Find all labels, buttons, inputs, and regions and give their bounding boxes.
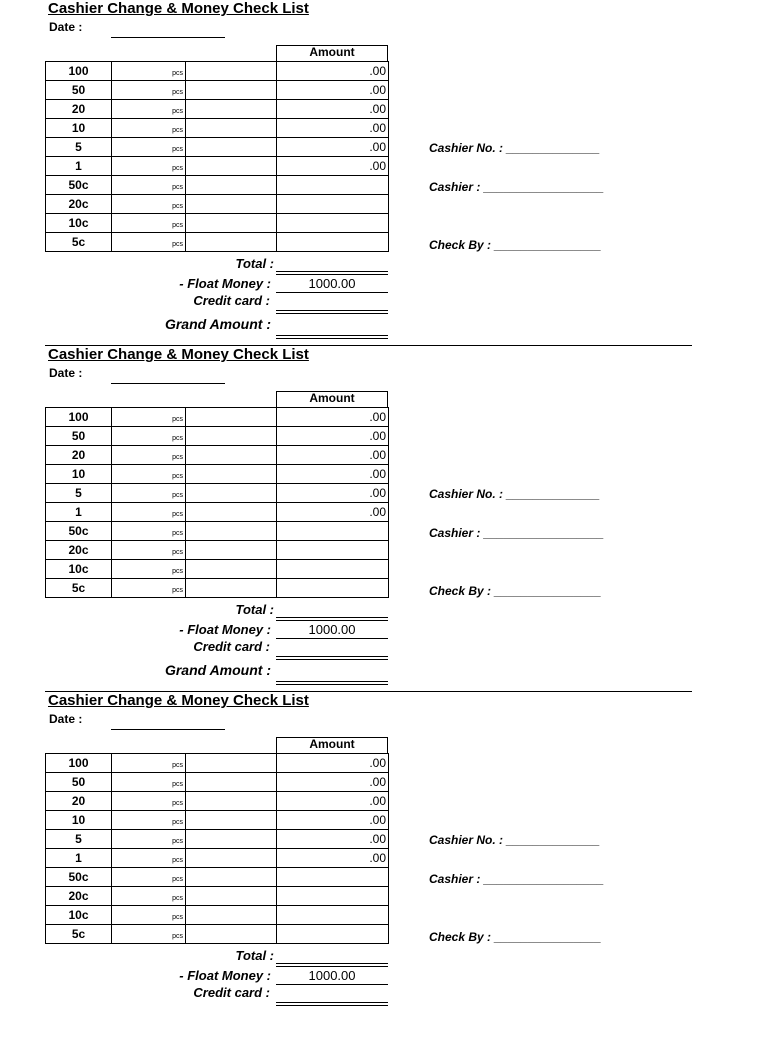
grand-amount-double-line (276, 338, 388, 339)
amount-cell[interactable] (277, 906, 389, 925)
denomination-row (46, 773, 389, 792)
pcs-label: pcs (112, 522, 186, 541)
denomination-row (46, 754, 389, 773)
denomination-label: 100 (46, 408, 112, 427)
denomination-label: 5 (46, 138, 112, 157)
amount-cell[interactable]: .00 (277, 446, 389, 465)
denomination-label: 50c (46, 868, 112, 887)
denomination-label: 1 (46, 503, 112, 522)
count-cell[interactable] (186, 868, 277, 887)
float-money-label: - Float Money : (179, 622, 271, 637)
denomination-row (46, 887, 389, 906)
pcs-label: pcs (112, 503, 186, 522)
checklist-section (0, 692, 768, 1038)
total-label: Total : (235, 948, 274, 963)
credit-card-field[interactable] (276, 310, 388, 311)
pcs-label: pcs (112, 446, 186, 465)
total-field[interactable] (276, 963, 388, 964)
denomination-label: 20c (46, 195, 112, 214)
pcs-label: pcs (112, 157, 186, 176)
pcs-label: pcs (112, 560, 186, 579)
denomination-table (45, 753, 389, 944)
count-cell[interactable] (186, 100, 277, 119)
denomination-row (46, 195, 389, 214)
total-double-line (276, 966, 388, 967)
pcs-label: pcs (112, 792, 186, 811)
pcs-label: pcs (112, 484, 186, 503)
credit-card-field[interactable] (276, 656, 388, 657)
credit-card-double-line (276, 1005, 388, 1006)
float-money-label: - Float Money : (179, 968, 271, 983)
amount-cell[interactable] (277, 541, 389, 560)
checklist-section (0, 346, 768, 692)
denomination-row (46, 503, 389, 522)
denomination-label: 20c (46, 541, 112, 560)
amount-cell[interactable]: .00 (277, 773, 389, 792)
date-label: Date : (49, 20, 83, 34)
date-field[interactable] (111, 37, 225, 38)
count-cell[interactable] (186, 233, 277, 252)
denomination-row (46, 541, 389, 560)
denomination-label: 10 (46, 465, 112, 484)
cashier-label: Cashier : __________________ (429, 872, 604, 886)
grand-amount-field[interactable] (276, 681, 388, 682)
grand-amount-label: Grand Amount : (164, 316, 271, 332)
amount-cell[interactable] (277, 214, 389, 233)
credit-card-double-line (276, 313, 388, 314)
total-double-line (276, 274, 388, 275)
count-cell[interactable] (186, 887, 277, 906)
denomination-row (46, 119, 389, 138)
denomination-label: 5 (46, 830, 112, 849)
amount-cell[interactable]: .00 (277, 792, 389, 811)
denomination-label: 20 (46, 446, 112, 465)
count-cell[interactable] (186, 925, 277, 944)
pcs-label: pcs (112, 100, 186, 119)
cashier-no-label: Cashier No. : ______________ (429, 487, 600, 501)
pcs-label: pcs (112, 887, 186, 906)
float-money-value: 1000.00 (308, 276, 356, 291)
denomination-label: 5c (46, 925, 112, 944)
denomination-label: 10c (46, 214, 112, 233)
denomination-label: 20c (46, 887, 112, 906)
count-cell[interactable] (186, 176, 277, 195)
total-label: Total : (235, 602, 274, 617)
grand-amount-label: Grand Amount : (164, 662, 271, 678)
amount-cell[interactable]: .00 (277, 465, 389, 484)
denomination-label: 50c (46, 522, 112, 541)
count-cell[interactable] (186, 157, 277, 176)
amount-cell[interactable]: .00 (277, 408, 389, 427)
count-cell[interactable] (186, 195, 277, 214)
denomination-row (46, 522, 389, 541)
grand-amount-field[interactable] (276, 335, 388, 336)
denomination-label: 5c (46, 579, 112, 598)
count-cell[interactable] (186, 830, 277, 849)
grand-amount-double-line (276, 684, 388, 685)
count-cell[interactable] (186, 906, 277, 925)
count-cell[interactable] (186, 754, 277, 773)
denomination-label: 10 (46, 119, 112, 138)
denomination-row (46, 849, 389, 868)
check-by-label: Check By : ________________ (429, 930, 602, 944)
float-money-line (276, 984, 388, 985)
denomination-label: 10 (46, 811, 112, 830)
amount-cell[interactable] (277, 522, 389, 541)
denomination-label: 1 (46, 849, 112, 868)
cashier-label: Cashier : __________________ (429, 526, 604, 540)
amount-header: Amount (276, 391, 388, 407)
count-cell[interactable] (186, 503, 277, 522)
total-label: Total : (235, 256, 274, 271)
count-cell[interactable] (186, 792, 277, 811)
count-cell[interactable] (186, 560, 277, 579)
denomination-label: 50 (46, 81, 112, 100)
denomination-table (45, 61, 389, 252)
total-double-line (276, 620, 388, 621)
pcs-label: pcs (112, 62, 186, 81)
pcs-label: pcs (112, 868, 186, 887)
pcs-label: pcs (112, 830, 186, 849)
denomination-table (45, 407, 389, 598)
denomination-label: 10c (46, 560, 112, 579)
check-by-label: Check By : ________________ (429, 238, 602, 252)
pcs-label: pcs (112, 176, 186, 195)
denomination-label: 50 (46, 427, 112, 446)
float-money-line (276, 292, 388, 293)
pcs-label: pcs (112, 579, 186, 598)
count-cell[interactable] (186, 138, 277, 157)
pcs-label: pcs (112, 214, 186, 233)
denomination-row (46, 138, 389, 157)
denomination-row (46, 81, 389, 100)
denomination-row (46, 446, 389, 465)
pcs-label: pcs (112, 849, 186, 868)
amount-cell[interactable]: .00 (277, 503, 389, 522)
amount-cell[interactable] (277, 868, 389, 887)
denomination-row (46, 62, 389, 81)
amount-cell[interactable]: .00 (277, 849, 389, 868)
amount-cell[interactable]: .00 (277, 427, 389, 446)
credit-card-field[interactable] (276, 1002, 388, 1003)
amount-cell[interactable]: .00 (277, 754, 389, 773)
amount-cell[interactable] (277, 233, 389, 252)
pcs-label: pcs (112, 906, 186, 925)
count-cell[interactable] (186, 522, 277, 541)
total-field[interactable] (276, 617, 388, 618)
count-cell[interactable] (186, 446, 277, 465)
denomination-label: 1 (46, 157, 112, 176)
denomination-row (46, 792, 389, 811)
credit-card-label: Credit card : (193, 293, 270, 308)
count-cell[interactable] (186, 773, 277, 792)
denomination-row (46, 560, 389, 579)
amount-cell[interactable]: .00 (277, 811, 389, 830)
float-money-line (276, 638, 388, 639)
total-field[interactable] (276, 271, 388, 272)
denomination-row (46, 811, 389, 830)
pcs-label: pcs (112, 195, 186, 214)
pcs-label: pcs (112, 408, 186, 427)
date-field[interactable] (111, 383, 225, 384)
pcs-label: pcs (112, 541, 186, 560)
form-title: Cashier Change & Money Check List (48, 0, 309, 17)
date-field[interactable] (111, 729, 225, 730)
denomination-label: 50c (46, 176, 112, 195)
denomination-row (46, 484, 389, 503)
credit-card-label: Credit card : (193, 639, 270, 654)
amount-cell[interactable]: .00 (277, 119, 389, 138)
form-title: Cashier Change & Money Check List (48, 346, 309, 363)
denomination-label: 10c (46, 906, 112, 925)
denomination-row (46, 233, 389, 252)
pcs-label: pcs (112, 233, 186, 252)
count-cell[interactable] (186, 579, 277, 598)
form-title: Cashier Change & Money Check List (48, 692, 309, 709)
amount-cell[interactable]: .00 (277, 138, 389, 157)
denomination-row (46, 176, 389, 195)
denomination-label: 50 (46, 773, 112, 792)
denomination-row (46, 579, 389, 598)
amount-cell[interactable]: .00 (277, 157, 389, 176)
count-cell[interactable] (186, 62, 277, 81)
amount-cell[interactable] (277, 195, 389, 214)
float-money-label: - Float Money : (179, 276, 271, 291)
pcs-label: pcs (112, 138, 186, 157)
denomination-label: 5c (46, 233, 112, 252)
count-cell[interactable] (186, 214, 277, 233)
date-label: Date : (49, 712, 83, 726)
amount-cell[interactable] (277, 560, 389, 579)
cashier-label: Cashier : __________________ (429, 180, 604, 194)
denomination-row (46, 427, 389, 446)
pcs-label: pcs (112, 754, 186, 773)
amount-cell[interactable]: .00 (277, 830, 389, 849)
denomination-row (46, 157, 389, 176)
denomination-label: 5 (46, 484, 112, 503)
pcs-label: pcs (112, 925, 186, 944)
count-cell[interactable] (186, 811, 277, 830)
pcs-label: pcs (112, 773, 186, 792)
pcs-label: pcs (112, 465, 186, 484)
float-money-value: 1000.00 (308, 622, 356, 637)
denomination-row (46, 830, 389, 849)
denomination-label: 100 (46, 62, 112, 81)
pcs-label: pcs (112, 427, 186, 446)
count-cell[interactable] (186, 427, 277, 446)
denomination-row (46, 925, 389, 944)
cashier-no-label: Cashier No. : ______________ (429, 833, 600, 847)
denomination-row (46, 214, 389, 233)
amount-cell[interactable] (277, 925, 389, 944)
float-money-value: 1000.00 (308, 968, 356, 983)
denomination-row (46, 465, 389, 484)
denomination-label: 20 (46, 100, 112, 119)
date-label: Date : (49, 366, 83, 380)
amount-cell[interactable] (277, 887, 389, 906)
checklist-section (0, 0, 768, 346)
amount-header: Amount (276, 45, 388, 61)
count-cell[interactable] (186, 119, 277, 138)
amount-cell[interactable]: .00 (277, 484, 389, 503)
pcs-label: pcs (112, 81, 186, 100)
amount-cell[interactable] (277, 579, 389, 598)
pcs-label: pcs (112, 119, 186, 138)
count-cell[interactable] (186, 484, 277, 503)
amount-cell[interactable] (277, 176, 389, 195)
denomination-row (46, 906, 389, 925)
amount-cell[interactable]: .00 (277, 81, 389, 100)
denomination-row (46, 100, 389, 119)
amount-cell[interactable]: .00 (277, 62, 389, 81)
amount-cell[interactable]: .00 (277, 100, 389, 119)
count-cell[interactable] (186, 541, 277, 560)
denomination-label: 100 (46, 754, 112, 773)
credit-card-double-line (276, 659, 388, 660)
pcs-label: pcs (112, 811, 186, 830)
check-by-label: Check By : ________________ (429, 584, 602, 598)
cashier-no-label: Cashier No. : ______________ (429, 141, 600, 155)
credit-card-label: Credit card : (193, 985, 270, 1000)
denomination-row (46, 868, 389, 887)
amount-header: Amount (276, 737, 388, 753)
count-cell[interactable] (186, 465, 277, 484)
count-cell[interactable] (186, 408, 277, 427)
denomination-label: 20 (46, 792, 112, 811)
count-cell[interactable] (186, 81, 277, 100)
count-cell[interactable] (186, 849, 277, 868)
denomination-row (46, 408, 389, 427)
